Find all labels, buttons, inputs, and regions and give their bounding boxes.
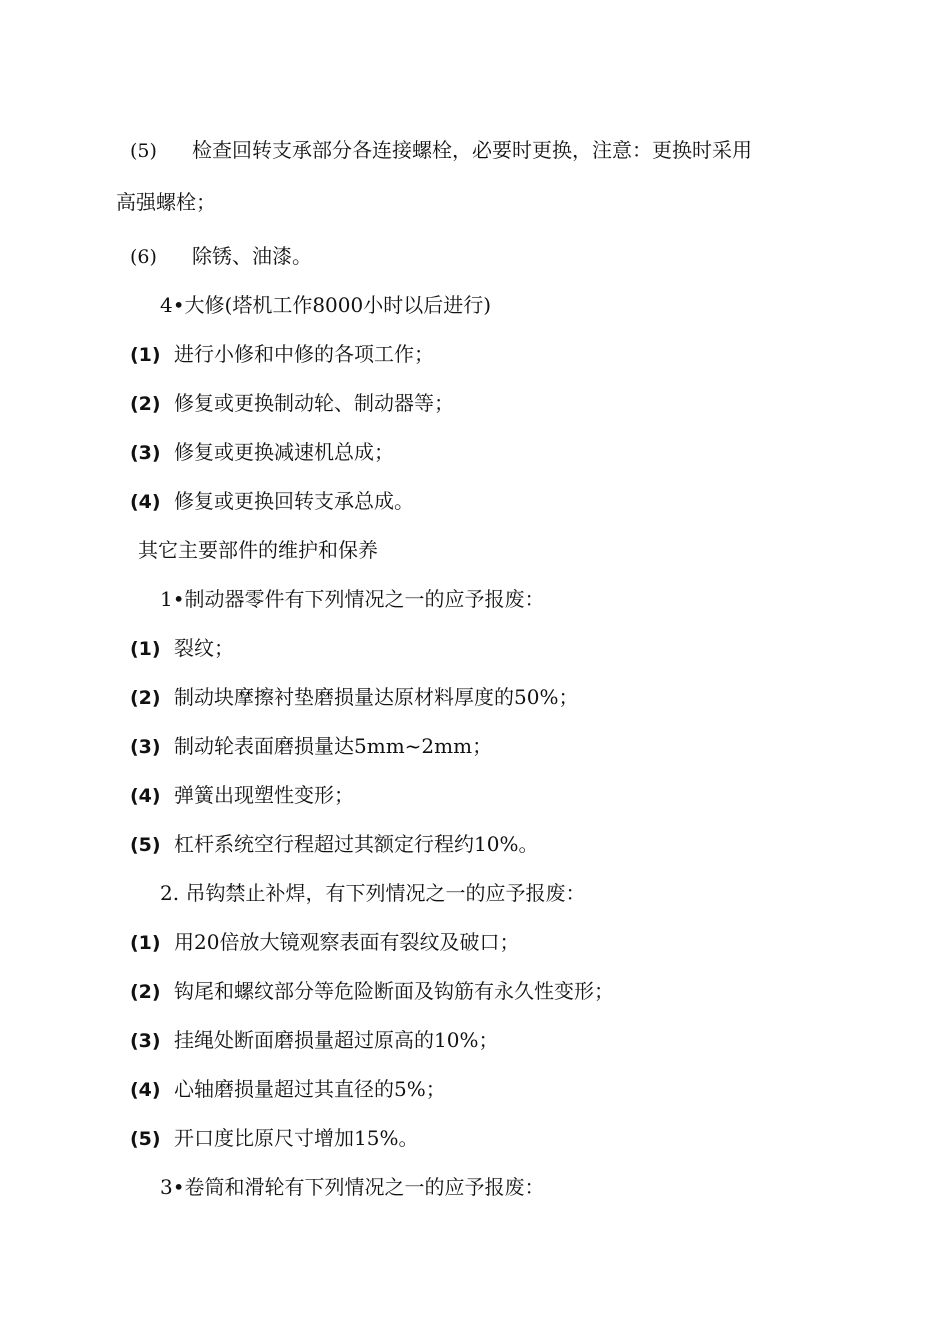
heading-text: 3•卷筒和滑轮有下列情况之一的应予报废： xyxy=(160,1175,545,1199)
section-heading xyxy=(160,879,585,907)
list-item xyxy=(130,732,492,761)
list-item xyxy=(130,781,354,810)
item-text: 修复或更换回转支承总成。 xyxy=(174,489,414,513)
item-text: 除锈、油漆。 xyxy=(192,244,312,268)
item-text: 用20倍放大镜观察表面有裂纹及破口； xyxy=(174,930,520,954)
heading-text: 2. 吊钩禁止补焊，有下列情况之一的应予报废： xyxy=(160,881,586,905)
item-text: 高强螺栓； xyxy=(116,190,216,214)
list-item xyxy=(130,683,578,712)
list-item xyxy=(130,242,312,271)
item-text: 检查回转支承部分各连接螺栓，必要时更换，注意：更换时采用 xyxy=(192,138,752,162)
item-number: (1) xyxy=(130,344,161,366)
item-number: (4) xyxy=(130,1079,161,1101)
paragraph-line xyxy=(116,188,216,216)
item-number: (1) xyxy=(130,638,161,660)
item-text: 进行小修和中修的各项工作； xyxy=(174,342,434,366)
item-number: (5) xyxy=(130,1128,161,1150)
list-item xyxy=(130,136,752,165)
list-item xyxy=(130,830,538,859)
list-item xyxy=(130,634,234,663)
section-heading xyxy=(160,1173,545,1201)
item-text: 钩尾和螺纹部分等危险断面及钩筋有永久性变形； xyxy=(174,979,614,1003)
list-item xyxy=(130,1075,446,1104)
item-number: (3) xyxy=(130,1030,161,1052)
item-text: 修复或更换制动轮、制动器等； xyxy=(174,391,454,415)
item-number: (4) xyxy=(130,491,161,513)
item-number: (1) xyxy=(130,932,161,954)
list-item xyxy=(130,389,454,418)
list-item xyxy=(130,487,414,516)
item-number: (3) xyxy=(130,442,161,464)
item-number: (6) xyxy=(130,246,157,268)
item-number: (2) xyxy=(130,393,161,415)
item-text: 开口度比原尺寸增加15%。 xyxy=(174,1126,419,1150)
section-heading xyxy=(160,585,545,613)
list-item xyxy=(130,340,434,369)
list-item xyxy=(130,977,614,1006)
item-text: 制动块摩擦衬垫磨损量达原材料厚度的50%； xyxy=(174,685,579,709)
list-item xyxy=(130,928,519,957)
item-text: 杠杆系统空行程超过其额定行程约10%。 xyxy=(174,832,539,856)
item-text: 挂绳处断面磨损量超过原高的10%； xyxy=(174,1028,499,1052)
list-item xyxy=(130,1026,498,1055)
item-text: 弹簧出现塑性变形； xyxy=(174,783,354,807)
item-text: 修复或更换减速机总成； xyxy=(174,440,394,464)
item-number: (3) xyxy=(130,736,161,758)
item-number: (4) xyxy=(130,785,161,807)
heading-text: 1•制动器零件有下列情况之一的应予报废： xyxy=(160,587,545,611)
section-heading xyxy=(138,536,378,564)
item-text: 裂纹； xyxy=(174,636,234,660)
list-item xyxy=(130,438,394,467)
item-number: (5) xyxy=(130,140,157,162)
item-number: (2) xyxy=(130,687,161,709)
item-text: 制动轮表面磨损量达5mm~2mm； xyxy=(174,734,493,758)
item-number: (2) xyxy=(130,981,161,1003)
heading-text: 其它主要部件的维护和保养 xyxy=(138,538,378,562)
item-number: (5) xyxy=(130,834,161,856)
section-heading xyxy=(160,291,491,319)
item-text: 心轴磨损量超过其直径的5%； xyxy=(174,1077,446,1101)
list-item xyxy=(130,1124,418,1153)
heading-text: 4•大修(塔机工作8000小时以后进行) xyxy=(160,293,492,317)
